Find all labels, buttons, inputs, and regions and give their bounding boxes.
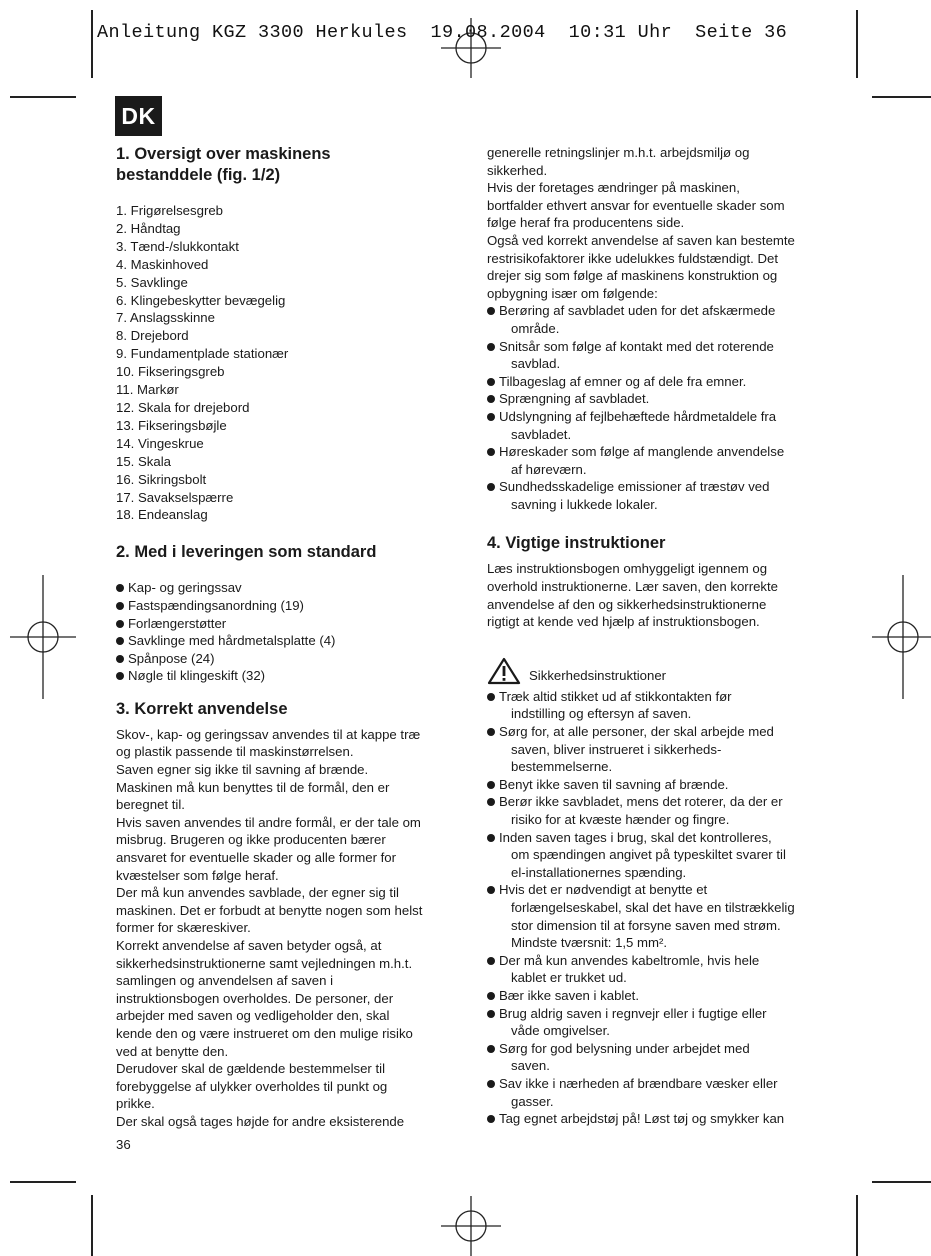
safety-item-line: Træk altid stikket ud af stikkontakten før xyxy=(499,688,732,704)
print-header: Anleitung KGZ 3300 Herkules 19.08.2004 10:31 Uhr Seite 36 xyxy=(97,22,788,43)
parts-list-item: 16. Sikringsbolt xyxy=(116,471,207,487)
section-3 xyxy=(116,699,466,1131)
safety-item-line: Der må kun anvendes kabeltromle, hvis hele xyxy=(499,952,760,968)
section-1-title-line2: bestanddele (fig. 1/2) xyxy=(116,166,281,184)
section-4-line: rigtigt at kende ved hjælp af instruktionsbogen. xyxy=(487,614,760,630)
delivery-list-item: Spånpose (24) xyxy=(116,650,466,668)
delivery-list-item: Savklinge med hårdmetalsplatte (4) xyxy=(116,632,466,650)
section-4-line: overhold instruktionerne. Lær saven, den korrekte xyxy=(487,579,779,595)
section-3-line: Der skal også tages højde for andre eksisterende xyxy=(116,1113,405,1129)
residual-risk-item-line: Berøring af savbladet uden for det afskærmede xyxy=(499,303,776,319)
residual-risk-item xyxy=(487,443,832,478)
residual-risk-item xyxy=(487,302,832,337)
residual-risk-item-line: savning i lukkede lokaler. xyxy=(511,496,658,512)
section-2-title: 2. Med i leveringen som standard xyxy=(116,543,377,562)
safety-item xyxy=(487,793,832,828)
residual-risk-item xyxy=(487,408,832,443)
parts-list-item: 14. Vingeskrue xyxy=(116,435,204,451)
safety-item-line: våde omgivelser. xyxy=(511,1023,610,1039)
intro-line: restrisikofaktorer ikke udelukkes fuldstændigt. Det xyxy=(487,250,778,266)
language-badge: DK xyxy=(115,96,162,136)
crop-mark-top-right-h xyxy=(872,96,931,98)
safety-item-line: Bær ikke saven i kablet. xyxy=(499,987,639,1003)
section-3-title: 3. Korrekt anvendelse xyxy=(116,699,288,718)
parts-list xyxy=(116,202,466,524)
residual-risk-item-line: af høreværn. xyxy=(511,461,587,477)
safety-item-line: Berør ikke savbladet, mens det roterer, da der er xyxy=(499,794,783,810)
safety-item-line: indstilling og eftersyn af saven. xyxy=(511,706,692,722)
warning-heading xyxy=(487,657,832,685)
section-1-title-line1: 1. Oversigt over maskinens xyxy=(116,145,331,163)
residual-risk-item-line: savbladet. xyxy=(511,426,572,442)
parts-list-item: 18. Endeanslag xyxy=(116,507,208,523)
registration-mark-bottom xyxy=(436,1196,506,1256)
residual-risk-item-line: Sprængning af savbladet. xyxy=(499,391,650,407)
section-1 xyxy=(116,144,466,524)
safety-item-line: Sørg for, at alle personer, der skal arbejde med xyxy=(499,724,774,740)
safety-item-line: el-installationernes spænding. xyxy=(511,864,687,880)
delivery-list xyxy=(116,579,466,685)
residual-risk-item-line: Tilbageslag af emner og af dele fra emner. xyxy=(499,373,747,389)
safety-item xyxy=(487,1005,832,1040)
section-3-line: kende den og være instrueret om den mulige risiko xyxy=(116,1025,413,1041)
delivery-list-item: Fastspændingsanordning (19) xyxy=(116,597,466,615)
safety-item-line: risiko for at kvæste hænder og fingre. xyxy=(511,812,730,827)
section-3-line: Hvis saven anvendes til andre formål, er der tale om xyxy=(116,814,421,830)
residual-risk-item xyxy=(487,373,832,391)
intro-line: følge heraf fra producentens side. xyxy=(487,215,685,231)
section-3-line: Korrekt anvendelse af saven betyder også, at xyxy=(116,938,382,953)
crop-mark-bottom-left-v xyxy=(91,1195,93,1256)
section-3-line: misbrug. Brugeren og ikke producenten bærer xyxy=(116,832,386,848)
section-3-line: instruktionsbogen overholdes. De personer, der xyxy=(116,990,394,1006)
section-3-line: forebyggelse af ulykker overholdes til punkt og xyxy=(116,1078,388,1094)
section-3-line: og plastik passende til maskinstørrelsen. xyxy=(116,744,354,760)
intro-line: sikkerhed. xyxy=(487,162,548,178)
safety-item-line: saven. xyxy=(511,1058,550,1074)
right-intro-body xyxy=(487,144,832,302)
section-2 xyxy=(116,542,466,685)
residual-risk-list xyxy=(487,302,832,513)
safety-item xyxy=(487,881,832,951)
residual-risk-item xyxy=(487,478,832,513)
intro-line: Også ved korrekt anvendelse af saven kan bestemte xyxy=(487,232,795,248)
crop-mark-bottom-right-v xyxy=(856,1195,858,1256)
safety-item xyxy=(487,952,832,987)
section-4-body xyxy=(487,560,832,630)
section-3-body xyxy=(116,726,466,1131)
warning-triangle-icon xyxy=(487,657,521,685)
parts-list-item: 11. Markør xyxy=(116,382,179,398)
crop-mark-bottom-right-h xyxy=(872,1181,931,1183)
residual-risk-item-line: område. xyxy=(511,320,560,336)
safety-item-line: Inden saven tages i brug, skal det kontrolleres, xyxy=(499,829,772,845)
parts-list-item: 7. Anslagsskinne xyxy=(116,310,215,326)
residual-risk-item-line: savblad. xyxy=(511,356,561,372)
safety-item-line: Sav ikke i nærheden af brændbare væsker eller xyxy=(499,1075,778,1091)
residual-risk-item-line: Snitsår som følge af kontakt med det roterende xyxy=(499,338,774,354)
section-3-line: ved at benytte den. xyxy=(116,1043,229,1059)
safety-list xyxy=(487,688,832,1128)
parts-list-item: 10. Fikseringsgreb xyxy=(116,364,225,380)
delivery-list-item: Nøgle til klingeskift (32) xyxy=(116,667,466,685)
section-4-title: 4. Vigtige instruktioner xyxy=(487,534,666,553)
section-3-line: Derudover skal de gældende bestemmelser til xyxy=(116,1061,386,1077)
section-3-line: arbejder med saven og vedligeholder den, skal xyxy=(116,1008,390,1024)
safety-item-line: gasser. xyxy=(511,1093,554,1109)
crop-mark-bottom-left-h xyxy=(10,1181,76,1183)
section-3-line: Maskinen må kun benyttes til de formål, den er xyxy=(116,779,390,795)
safety-item-line: Benyt ikke saven til savning af brænde. xyxy=(499,776,729,792)
intro-line: Hvis der foretages ændringer på maskinen, xyxy=(487,180,740,196)
left-column xyxy=(116,144,466,1131)
section-3-line: Saven egner sig ikke til savning af brænde. xyxy=(116,762,369,778)
section-3-line: samlingen og anvendelsen af saven i xyxy=(116,973,334,989)
residual-risk-item-line: Høreskader som følge af manglende anvendelse xyxy=(499,444,785,460)
safety-item-line: om spændingen angivet på typeskiltet svarer til xyxy=(511,847,786,863)
crop-mark-top-left-h xyxy=(10,96,76,98)
safety-item xyxy=(487,1110,832,1128)
residual-risk-item-line: Sundhedsskadelige emissioner af træstøv ved xyxy=(499,479,770,495)
parts-list-item: 17. Savakselspærre xyxy=(116,489,234,505)
section-3-line: sikkerhedsinstruktionerne samt vejledningen m.h.t. xyxy=(116,955,413,971)
parts-list-item: 6. Klingebeskytter bevægelig xyxy=(116,292,286,308)
delivery-list-item: Kap- og geringssav xyxy=(116,579,466,597)
safety-item xyxy=(487,829,832,882)
parts-list-item: 15. Skala xyxy=(116,453,171,469)
warning-label: Sikkerhedsinstruktioner xyxy=(529,668,667,684)
safety-item-line: saven, bliver instrueret i sikkerheds- xyxy=(511,741,722,757)
safety-item xyxy=(487,688,832,723)
crop-mark-top-right-v xyxy=(856,10,858,78)
safety-item-line: kablet er trukket ud. xyxy=(511,970,627,986)
parts-list-item: 12. Skala for drejebord xyxy=(116,399,250,415)
intro-line: bortfalder ethvert ansvar for eventuelle skader som xyxy=(487,197,785,213)
intro-line: generelle retningslinjer m.h.t. arbejdsmiljø og xyxy=(487,145,750,160)
parts-list-item: 8. Drejebord xyxy=(116,328,189,344)
section-3-line: kvæstelser som følge heraf. xyxy=(116,867,279,883)
safety-item-line: Brug aldrig saven i regnvejr eller i fugtige eller xyxy=(499,1005,767,1021)
parts-list-item: 2. Håndtag xyxy=(116,220,181,236)
section-3-line: Skov-, kap- og geringssav anvendes til at kappe træ xyxy=(116,726,421,742)
registration-mark-left xyxy=(10,575,76,699)
right-column xyxy=(487,144,832,1128)
safety-item-line: Mindste tværsnit: 1,5 mm². xyxy=(511,935,668,951)
safety-item-line: Tag egnet arbejdstøj på! Løst tøj og smykker kan xyxy=(499,1111,785,1127)
delivery-list-item: Forlængerstøtter xyxy=(116,615,466,633)
residual-risk-item-line: Udslyngning af fejlbehæftede hårdmetaldele fra xyxy=(499,408,777,424)
section-3-line: Der må kun anvendes savblade, der egner sig til xyxy=(116,885,399,901)
safety-item-line: Hvis det er nødvendigt at benytte et xyxy=(499,882,708,898)
section-3-line: ansvaret for eventuelle skader og alle former for xyxy=(116,850,397,866)
section-4-line: Læs instruktionsbogen omhyggeligt igennem og xyxy=(487,561,768,577)
section-1-title xyxy=(116,144,466,186)
parts-list-item: 5. Savklinge xyxy=(116,274,188,290)
intro-line: opbygning især om følgende: xyxy=(487,285,658,301)
section-3-line: former for skæreskiver. xyxy=(116,920,251,936)
parts-list-item: 1. Frigørelsesgreb xyxy=(116,203,224,218)
section-4 xyxy=(487,533,832,1127)
intro-line: drejer sig som følge af maskinens konstruktion og xyxy=(487,268,778,284)
parts-list-item: 9. Fundamentplade stationær xyxy=(116,346,289,362)
crop-mark-top-left-v xyxy=(91,10,93,78)
parts-list-item: 13. Fikseringsbøjle xyxy=(116,417,227,433)
registration-mark-right xyxy=(872,575,931,699)
section-3-line: beregnet til. xyxy=(116,797,185,813)
safety-item-line: bestemmelserne. xyxy=(511,759,613,775)
page-number: 36 xyxy=(116,1137,131,1152)
section-4-line: anvendelse af den og sikkerhedsinstruktionerne xyxy=(487,596,767,612)
residual-risk-item xyxy=(487,390,832,408)
safety-item xyxy=(487,1075,832,1110)
parts-list-item: 4. Maskinhoved xyxy=(116,256,209,272)
safety-item xyxy=(487,987,832,1005)
section-3-line: maskinen. Det er forbudt at benytte nogen som helst xyxy=(116,902,423,918)
residual-risk-item xyxy=(487,338,832,373)
safety-item xyxy=(487,1040,832,1075)
safety-item xyxy=(487,723,832,776)
safety-item xyxy=(487,776,832,794)
safety-item-line: forlængelseskabel, skal det have en tilstrækkelig xyxy=(511,899,795,915)
parts-list-item: 3. Tænd-/slukkontakt xyxy=(116,238,239,254)
safety-item-line: stor dimension til at forsyne saven med strøm. xyxy=(511,917,781,933)
safety-item-line: Sørg for god belysning under arbejdet med xyxy=(499,1040,750,1056)
section-3-line: prikke. xyxy=(116,1096,155,1112)
